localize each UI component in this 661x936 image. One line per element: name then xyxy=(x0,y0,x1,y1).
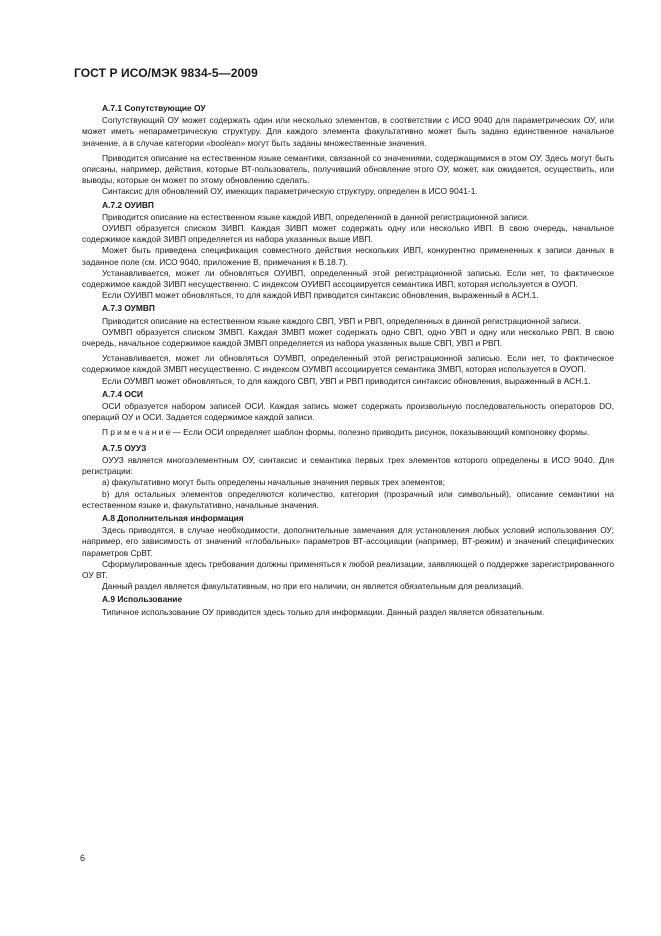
paragraph: Данный раздел является факультативным, но при его наличии, он является обязательным для реализаций. xyxy=(102,581,524,592)
paragraph: Синтаксис для обновлений ОУ, имеющих параметрическую структуру, определен в ИСО 9041-1. xyxy=(102,186,478,197)
paragraph: Если ОУМВП может обновляться, то для каждого СВП, УВП и РВП приводится синтаксис обновления, выраженный в АСН.1. xyxy=(102,375,591,386)
document-body xyxy=(82,101,614,618)
section-a75 xyxy=(82,443,614,511)
paragraph: Приводится описание на естественном языке каждого СВП, УВП и РВП, определенных в данной регистрационной записи. xyxy=(102,315,581,326)
paragraph: Типичное использование ОУ приводится здесь только для информации. Данный раздел является обязательным. xyxy=(102,606,545,617)
paragraph: Устанавливается, может ли обновляться ОУИВП, определенный этой регистрационной записью. Если нет, то фактическое содержимое каждой ЗИВП несущественно. С индексом ОУИВП ассоциируется семантика ИВП, которая используется в ОУОП. xyxy=(82,267,614,290)
page-number: 6 xyxy=(80,853,86,863)
list-item: b) для остальных элементов определяются количество, категория (прозрачный или символьный), описание семантики на естественном языке и, факультативно, начальные значения. xyxy=(82,488,614,510)
section-heading: А.7.3 ОУМВП xyxy=(102,303,155,314)
section-heading: А.7.5 ОУУЗ xyxy=(102,442,147,453)
section-a72 xyxy=(82,200,614,302)
note xyxy=(82,427,614,438)
paragraph: ОУМВП образуется списком ЗМВП. Каждая ЗМВП может содержать одно СВП, одно УВП и одну или несколько РВП. В свою очередь, начальное содержимое каждой ЗМВП определяется из набора указанных выше СВП, УВП и РВП. xyxy=(82,326,614,349)
paragraph: Сопутствующий ОУ может содержать один или несколько элементов, в соответствии с ИСО 9040 для параметрических ОУ, или может иметь непараметрическую структуру. Для каждого элемента факультативно может быть задано единственное начальное значение, а в случае категории «boolean» могут быть заданы множественные значения. xyxy=(82,115,614,148)
paragraph: Здесь приводятся, в случае необходимости, дополнительные замечания для установления любых условий использования ОУ; например, его зависимость от значений «глобальных» параметров ВТ-ассоциации (например, ВТ-режим) и значений специфических параметров СрВТ. xyxy=(82,525,614,558)
paragraph: Сформулированные здесь требования должны применяться к любой реализации, заявляющей о поддержке зарегистрированного ОУ ВТ. xyxy=(82,558,614,580)
section-heading: А.8 Дополнительная информация xyxy=(102,512,244,523)
paragraph: Приводится описание на естественном языке каждой ИВП, определенной в данной регистрационной записи. xyxy=(102,211,530,222)
note-text: — Если ОСИ определяет шаблон формы, полезно приводить рисунок, показывающий компоновку формы. xyxy=(172,427,590,438)
section-a71 xyxy=(82,103,614,198)
note-label: Примечание xyxy=(102,427,173,438)
section-a9 xyxy=(82,594,614,617)
paragraph: Если ОУИВП может обновляться, то для каждой ИВП приводится синтаксис обновления, выраженный в АСН.1. xyxy=(102,290,539,301)
paragraph: Устанавливается, может ли обновляться ОУМВП, определенный этой регистрационной записью. Если нет, то фактическое содержимое каждой ЗМВП несущественно. С индексом ОУМВП ассоциируется семантика ЗМВП, которая используется в ОУОП. xyxy=(82,353,614,375)
paragraph: ОУУЗ является многоэлементным ОУ, синтаксис и семантика первых трех элементов которого определены в ИСО 9040. Для регистрации: xyxy=(82,454,614,477)
paragraph: Может быть приведена спецификация совместного действия нескольких ИВП, конкурентно примененных к записи данных в заданное поле (см. ИСО 9040, приложение В, примечания к В.18.7). xyxy=(82,245,614,267)
list-item: а) факультативно могут быть определены начальные значения первых трех элементов; xyxy=(102,477,446,488)
paragraph: ОУИВП образуется списком ЗИВП. Каждая ЗИВП может содержать одну или несколько ИВП. В свою очередь, начальное содержимое каждой ЗИВП определяется из набора указанных выше ИВП. xyxy=(82,223,614,245)
section-heading: А.7.1 Сопутствующие ОУ xyxy=(102,103,206,113)
paragraph: ОСИ образуется набором записей ОСИ. Каждая запись может содержать произвольную последовательность операторов DO, операций ОУ и ОСИ. Задается содержимое каждой записи. xyxy=(82,401,614,423)
section-heading: А.9 Использование xyxy=(102,594,183,605)
section-a8 xyxy=(82,513,614,592)
section-heading: А.7.4 ОСИ xyxy=(102,388,143,399)
section-a73 xyxy=(82,303,614,386)
document-header: ГОСТ Р ИСО/МЭК 9834-5—2009 xyxy=(74,66,258,80)
section-heading: А.7.2 ОУИВП xyxy=(102,199,154,210)
paragraph: Приводится описание на естественном языке семантики, связанной со значениями, содержащимися в этом ОУ. Здесь могут быть описаны, например, действия, которые ВТ-пользователь, получивший обновление этого ОУ, может, как ожидается, осуществить, или выводы, которые он может по этому обновлению сделать. xyxy=(82,152,614,186)
section-a74 xyxy=(82,389,614,439)
